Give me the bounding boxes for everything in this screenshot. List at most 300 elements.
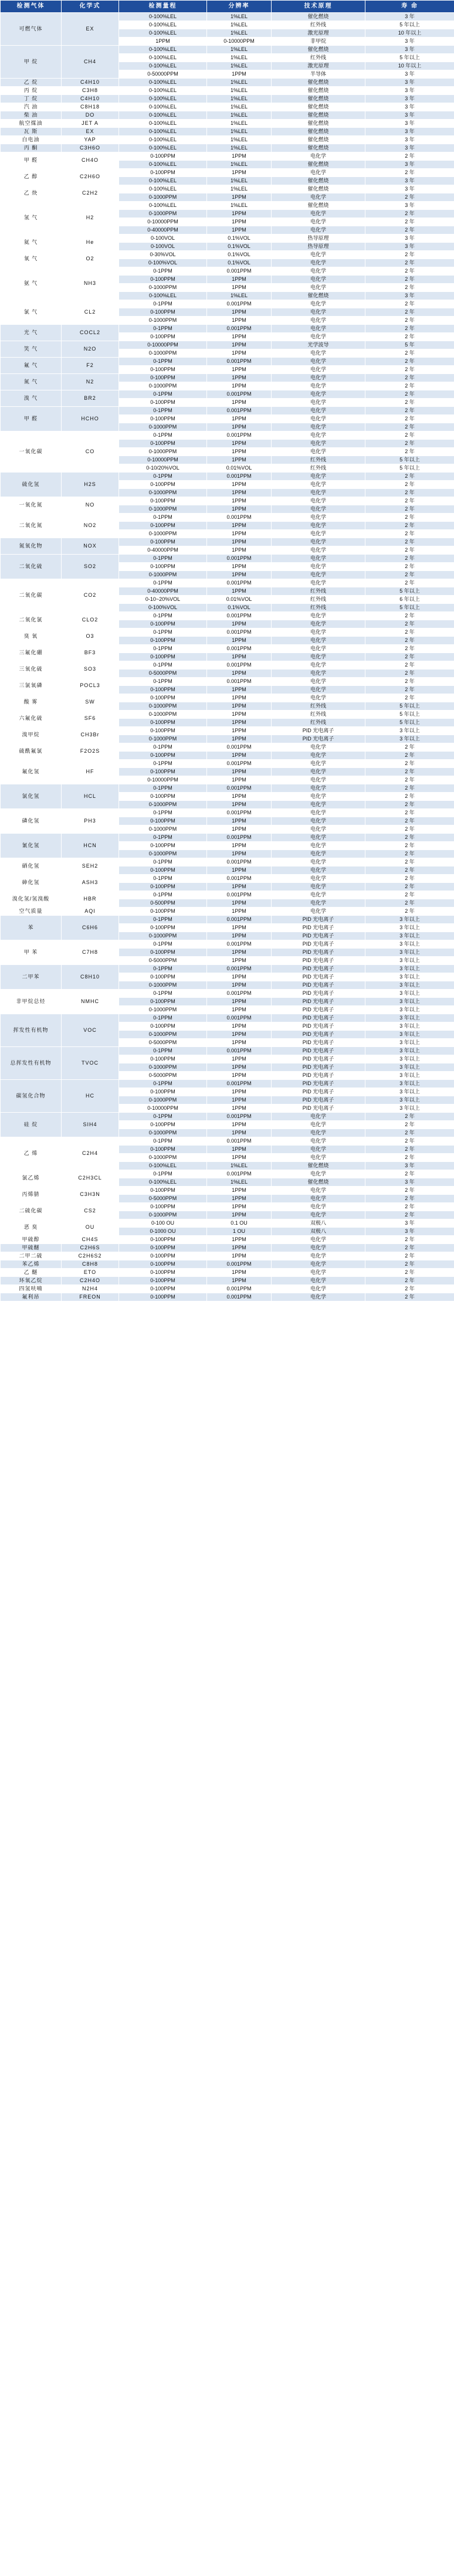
cell-range: 0-100PPM — [119, 973, 207, 981]
cell-life: 2 年 — [365, 1285, 454, 1293]
cell-range: 0-100PPM — [119, 374, 207, 382]
cell-range: 0-100PPM — [119, 1252, 207, 1260]
cell-range: 0-100PPM — [119, 653, 207, 661]
cell-life: 2 年 — [365, 809, 454, 817]
col-header-resolution: 分辨率 — [207, 1, 272, 13]
cell-gas-name: 柴 油 — [1, 111, 62, 120]
cell-resolution: 1PPM — [207, 1252, 272, 1260]
cell-life: 3 年以上 — [365, 727, 454, 735]
cell-range: 0-100PPM — [119, 924, 207, 932]
cell-resolution: 1PPM — [207, 866, 272, 875]
cell-resolution: 1PPM — [207, 415, 272, 423]
table-row — [1, 965, 454, 973]
cell-formula: SF6 — [62, 711, 119, 727]
cell-life: 2 年 — [365, 259, 454, 267]
cell-range: 0-100%VOL — [119, 259, 207, 267]
table-row — [1, 990, 454, 998]
cell-gas-name: 溴化氢/氢溴酸 — [1, 891, 62, 908]
table-row — [1, 727, 454, 735]
cell-resolution: 0.001PPM — [207, 473, 272, 481]
cell-life: 3 年 — [365, 120, 454, 128]
cell-resolution: 1%LEL — [207, 111, 272, 120]
cell-range: 0-5000PPM — [119, 957, 207, 965]
cell-gas-name: 砷化氢 — [1, 875, 62, 891]
table-row — [1, 235, 454, 243]
cell-range: 0-5000PPM — [119, 670, 207, 678]
cell-life: 5 年以上 — [365, 54, 454, 62]
cell-life: 2 年 — [365, 1129, 454, 1137]
table-row — [1, 390, 454, 399]
cell-technology: 电化学 — [272, 653, 365, 661]
cell-resolution: 1%LEL — [207, 54, 272, 62]
cell-life: 2 年 — [365, 645, 454, 653]
cell-gas-name: 恶 臭 — [1, 1219, 62, 1236]
cell-life: 3 年以上 — [365, 1047, 454, 1055]
cell-formula: ASH3 — [62, 875, 119, 891]
cell-life: 2 年 — [365, 530, 454, 538]
cell-range: 0-1PPM — [119, 858, 207, 866]
table-row — [1, 120, 454, 128]
cell-technology: 热导原理 — [272, 243, 365, 251]
cell-life: 3 年 — [365, 235, 454, 243]
cell-gas-name: 乙 醇 — [1, 169, 62, 185]
cell-formula: F2O2S — [62, 743, 119, 760]
cell-technology: 电化学 — [272, 1154, 365, 1162]
cell-formula: YAP — [62, 136, 119, 144]
cell-range: 0-1PPM — [119, 891, 207, 899]
cell-technology: 电化学 — [272, 579, 365, 587]
cell-formula: HCL — [62, 784, 119, 809]
cell-gas-name: 二硫化碳 — [1, 1203, 62, 1219]
cell-resolution: 1PPM — [207, 152, 272, 161]
cell-resolution: 1PPM — [207, 382, 272, 390]
cell-resolution: 1PPM — [207, 793, 272, 801]
cell-life: 5 年以上 — [365, 702, 454, 711]
cell-technology: 电化学 — [272, 505, 365, 514]
cell-technology: 红外线 — [272, 596, 365, 604]
cell-resolution: 1%LEL — [207, 128, 272, 136]
cell-formula: CS2 — [62, 1203, 119, 1219]
cell-resolution: 0.001PPM — [207, 612, 272, 620]
cell-technology: 催化燃烧 — [272, 111, 365, 120]
cell-resolution: 0.001PPM — [207, 325, 272, 333]
cell-life: 2 年 — [365, 333, 454, 341]
cell-range: 0-1000PPM — [119, 284, 207, 292]
cell-gas-name: 丙烯腈 — [1, 1187, 62, 1203]
cell-formula: F2 — [62, 358, 119, 374]
cell-life: 2 年 — [365, 251, 454, 259]
cell-technology: 电化学 — [272, 1277, 365, 1285]
cell-range: 0-100PPM — [119, 998, 207, 1006]
table-row — [1, 612, 454, 620]
cell-range: 0-5000PPM — [119, 1072, 207, 1080]
cell-formula: NO — [62, 497, 119, 514]
cell-resolution: 0.001PPM — [207, 661, 272, 670]
cell-life: 3 年以上 — [365, 735, 454, 743]
cell-resolution: 1PPM — [207, 349, 272, 358]
cell-technology: PID 光电离子 — [272, 1031, 365, 1039]
cell-resolution: 1PPM — [207, 497, 272, 505]
cell-range: 0-1000PPM — [119, 735, 207, 743]
cell-gas-name: 一氧化碳 — [1, 431, 62, 473]
cell-range: 0-100%LEL — [119, 46, 207, 54]
cell-gas-name: 航空煤油 — [1, 120, 62, 128]
col-header-life: 寿 命 — [365, 1, 454, 13]
cell-range: 0-100%LEL — [119, 95, 207, 103]
cell-resolution: 1PPM — [207, 1236, 272, 1244]
table-row — [1, 1203, 454, 1211]
cell-technology: 催化燃烧 — [272, 79, 365, 87]
cell-technology: 电化学 — [272, 538, 365, 546]
cell-formula: NO2 — [62, 514, 119, 538]
cell-technology: 电化学 — [272, 1129, 365, 1137]
cell-technology: 电化学 — [272, 1187, 365, 1195]
table-row — [1, 1277, 454, 1285]
cell-resolution: 1PPM — [207, 218, 272, 226]
cell-technology: 光学波导 — [272, 341, 365, 349]
cell-technology: 电化学 — [272, 415, 365, 423]
cell-resolution: 1PPM — [207, 1269, 272, 1277]
cell-life: 5 年以上 — [365, 604, 454, 612]
cell-formula: SEH2 — [62, 858, 119, 875]
table-row — [1, 1236, 454, 1244]
cell-life: 3 年 — [365, 1162, 454, 1170]
cell-resolution: 1PPM — [207, 1146, 272, 1154]
cell-resolution: 1PPM — [207, 489, 272, 497]
cell-life: 2 年 — [365, 193, 454, 202]
cell-life: 2 年 — [365, 546, 454, 555]
cell-gas-name: 乙 烯 — [1, 1137, 62, 1170]
cell-life: 2 年 — [365, 670, 454, 678]
cell-life: 2 年 — [365, 522, 454, 530]
cell-range: 0-1PPM — [119, 628, 207, 637]
cell-life: 3 年 — [365, 79, 454, 87]
cell-resolution: 1PPM — [207, 825, 272, 834]
cell-gas-name: 挥发性有机物 — [1, 1014, 62, 1047]
cell-life: 3 年以上 — [365, 924, 454, 932]
cell-life: 2 年 — [365, 842, 454, 850]
col-header-gas: 检测气体 — [1, 1, 62, 13]
cell-resolution: 0.001PPM — [207, 678, 272, 686]
cell-range: 0-1000PPM — [119, 382, 207, 390]
cell-technology: 电化学 — [272, 571, 365, 579]
cell-range: 0-500PPM — [119, 899, 207, 908]
cell-range: 0-100PPM — [119, 1146, 207, 1154]
cell-life: 3 年 — [365, 128, 454, 136]
cell-resolution: 1PPM — [207, 1022, 272, 1031]
cell-life: 6 年以上 — [365, 596, 454, 604]
table-row — [1, 136, 454, 144]
table-row — [1, 497, 454, 505]
cell-gas-name: 甲 烷 — [1, 46, 62, 79]
table-row — [1, 1080, 454, 1088]
cell-resolution: 0.1%VOL — [207, 251, 272, 259]
cell-resolution: 0.001PPM — [207, 1014, 272, 1022]
cell-life: 3 年 — [365, 103, 454, 111]
cell-life: 2 年 — [365, 448, 454, 456]
cell-range: 0-10/20%VOL — [119, 464, 207, 473]
cell-gas-name: 硒化氢 — [1, 858, 62, 875]
cell-life: 2 年 — [365, 489, 454, 497]
cell-life: 2 年 — [365, 267, 454, 276]
table-row — [1, 916, 454, 924]
cell-range: 1PPM — [119, 38, 207, 46]
cell-technology: 红外线 — [272, 719, 365, 727]
cell-technology: 电化学 — [272, 399, 365, 407]
cell-life: 3 年 — [365, 243, 454, 251]
cell-resolution: 0.001PPM — [207, 407, 272, 415]
cell-range: 0-1PPM — [119, 514, 207, 522]
cell-gas-name: 氨 气 — [1, 267, 62, 300]
cell-life: 3 年以上 — [365, 932, 454, 940]
cell-resolution: 1%LEL — [207, 120, 272, 128]
cell-resolution: 1%LEL — [207, 62, 272, 70]
cell-life: 2 年 — [365, 366, 454, 374]
cell-life: 2 年 — [365, 817, 454, 825]
cell-formula: C8H18 — [62, 103, 119, 111]
cell-range: 0-5000PPM — [119, 1195, 207, 1203]
cell-formula: C4H10 — [62, 95, 119, 103]
cell-range: 0-1000PPM — [119, 349, 207, 358]
cell-gas-name: 二甲苯 — [1, 965, 62, 990]
cell-technology: 非甲烷 — [272, 38, 365, 46]
cell-technology: 电化学 — [272, 251, 365, 259]
cell-life: 3 年 — [365, 1228, 454, 1236]
cell-gas-name: 碳氢化合物 — [1, 1080, 62, 1113]
cell-range: 0-1000PPM — [119, 448, 207, 456]
cell-technology: 电化学 — [272, 210, 365, 218]
cell-range: 0-100%LEL — [119, 111, 207, 120]
cell-range: 0-1PPM — [119, 1113, 207, 1121]
cell-range: 0-1PPM — [119, 1137, 207, 1146]
table-row — [1, 152, 454, 161]
cell-range: 0-100VOL — [119, 243, 207, 251]
cell-technology: PID 光电离子 — [272, 1063, 365, 1072]
cell-range: 0-1000PPM — [119, 1006, 207, 1014]
cell-range: 0-1PPM — [119, 1080, 207, 1088]
cell-technology: 电化学 — [272, 768, 365, 776]
cell-gas-name: 甲硫醇 — [1, 1236, 62, 1244]
cell-resolution: 1PPM — [207, 686, 272, 694]
cell-range: 0-100PPM — [119, 1269, 207, 1277]
cell-resolution: 1PPM — [207, 505, 272, 514]
cell-technology: 电化学 — [272, 259, 365, 267]
cell-formula: SIH4 — [62, 1113, 119, 1137]
table-row — [1, 407, 454, 415]
cell-gas-name: 瓦 斯 — [1, 128, 62, 136]
cell-technology: 电化学 — [272, 226, 365, 235]
cell-technology: 红外线 — [272, 702, 365, 711]
cell-technology: 电化学 — [272, 152, 365, 161]
cell-range: 0-1PPM — [119, 431, 207, 440]
cell-technology: PID 光电离子 — [272, 998, 365, 1006]
cell-resolution: 1PPM — [207, 924, 272, 932]
cell-technology: PID 光电离子 — [272, 1088, 365, 1096]
cell-range: 0-5000PPM — [119, 1039, 207, 1047]
cell-resolution: 0-10000PPM — [207, 38, 272, 46]
cell-technology: 电化学 — [272, 760, 365, 768]
cell-range: 0-1000PPM — [119, 1211, 207, 1219]
cell-gas-name: 氯化氢 — [1, 784, 62, 809]
cell-gas-name: 溴甲烷 — [1, 727, 62, 743]
cell-range: 0-100PPM — [119, 1244, 207, 1252]
cell-range: 0-100%LEL — [119, 177, 207, 185]
cell-life: 2 年 — [365, 678, 454, 686]
cell-technology: 电化学 — [272, 1195, 365, 1203]
cell-gas-name: 丙 酮 — [1, 144, 62, 152]
cell-gas-name: 氦 气 — [1, 235, 62, 251]
cell-resolution: 1PPM — [207, 883, 272, 891]
table-row — [1, 13, 454, 21]
cell-range: 0-1000PPM — [119, 489, 207, 497]
cell-technology: PID 光电离子 — [272, 1014, 365, 1022]
cell-technology: 电化学 — [272, 1236, 365, 1244]
cell-technology: 电化学 — [272, 670, 365, 678]
cell-range: 0-100PPM — [119, 1236, 207, 1244]
cell-gas-name: 汽 油 — [1, 103, 62, 111]
cell-resolution: 0.01%VOL — [207, 464, 272, 473]
cell-technology: 电化学 — [272, 908, 365, 916]
cell-range: 0-100PPM — [119, 399, 207, 407]
table-row — [1, 111, 454, 120]
cell-formula: PH3 — [62, 809, 119, 834]
table-row — [1, 875, 454, 883]
cell-resolution: 1PPM — [207, 702, 272, 711]
cell-technology: 电化学 — [272, 776, 365, 784]
cell-technology: 电化学 — [272, 546, 365, 555]
cell-technology: 催化燃烧 — [272, 128, 365, 136]
cell-gas-name: 三氯氧磷 — [1, 678, 62, 694]
cell-resolution: 1PPM — [207, 957, 272, 965]
cell-gas-name: 六氟化硫 — [1, 711, 62, 727]
cell-gas-name: 可燃气体 — [1, 13, 62, 46]
table-row — [1, 1269, 454, 1277]
cell-resolution: 1PPM — [207, 448, 272, 456]
cell-range: 0-100PPM — [119, 1260, 207, 1269]
cell-gas-name: 甲 醛 — [1, 152, 62, 169]
cell-life: 2 年 — [365, 686, 454, 694]
cell-technology: 红外线 — [272, 711, 365, 719]
cell-life: 3 年以上 — [365, 1105, 454, 1113]
table-row — [1, 473, 454, 481]
cell-resolution: 1PPM — [207, 817, 272, 825]
cell-technology: 红外线 — [272, 54, 365, 62]
cell-life: 2 年 — [365, 571, 454, 579]
cell-life: 2 年 — [365, 481, 454, 489]
cell-technology: 电化学 — [272, 390, 365, 399]
cell-resolution: 1PPM — [207, 317, 272, 325]
cell-resolution: 1 OU — [207, 1228, 272, 1236]
cell-life: 2 年 — [365, 637, 454, 645]
cell-technology: 电化学 — [272, 276, 365, 284]
cell-resolution: 1PPM — [207, 1187, 272, 1195]
cell-life: 2 年 — [365, 349, 454, 358]
table-row — [1, 579, 454, 587]
cell-resolution: 0.001PPM — [207, 858, 272, 866]
cell-technology: PID 光电离子 — [272, 924, 365, 932]
cell-range: 0-1000PPM — [119, 1129, 207, 1137]
cell-range: 0-100PPM — [119, 1285, 207, 1293]
cell-gas-name: 溴 气 — [1, 390, 62, 407]
cell-life: 3 年以上 — [365, 1031, 454, 1039]
table-row — [1, 185, 454, 193]
cell-technology: 电化学 — [272, 628, 365, 637]
cell-life: 3 年 — [365, 13, 454, 21]
cell-resolution: 1%LEL — [207, 136, 272, 144]
cell-formula: BR2 — [62, 390, 119, 407]
cell-life: 2 年 — [365, 760, 454, 768]
cell-resolution: 0.001PPM — [207, 760, 272, 768]
cell-formula: C2H6O — [62, 169, 119, 185]
cell-resolution: 1%LEL — [207, 144, 272, 152]
cell-formula: C2H4O — [62, 1277, 119, 1285]
cell-resolution: 1PPM — [207, 998, 272, 1006]
cell-resolution: 1PPM — [207, 1277, 272, 1285]
cell-resolution: 1PPM — [207, 333, 272, 341]
cell-formula: CH4S — [62, 1236, 119, 1244]
cell-range: 0-1000PPM — [119, 850, 207, 858]
cell-life: 2 年 — [365, 317, 454, 325]
cell-range: 0-1000PPM — [119, 530, 207, 538]
cell-formula: BF3 — [62, 645, 119, 661]
table-row — [1, 711, 454, 719]
table-row — [1, 760, 454, 768]
cell-range: 0-100PPM — [119, 538, 207, 546]
cell-range: 0-1PPM — [119, 916, 207, 924]
cell-technology: 电化学 — [272, 661, 365, 670]
cell-technology: 红外线 — [272, 464, 365, 473]
cell-formula: TVOC — [62, 1047, 119, 1080]
cell-range: 0-1000PPM — [119, 702, 207, 711]
cell-life: 2 年 — [365, 694, 454, 702]
cell-gas-name: 四氢呋喃 — [1, 1285, 62, 1293]
table-row — [1, 358, 454, 366]
cell-life: 3 年以上 — [365, 1088, 454, 1096]
cell-gas-name: 二甲二硫 — [1, 1252, 62, 1260]
cell-resolution: 0.001PPM — [207, 628, 272, 637]
cell-life: 3 年 — [365, 87, 454, 95]
cell-technology: 电化学 — [272, 1113, 365, 1121]
cell-range: 0-100PPM — [119, 817, 207, 825]
cell-technology: 电化学 — [272, 678, 365, 686]
cell-gas-name: 氰化氢 — [1, 834, 62, 858]
cell-life: 2 年 — [365, 1244, 454, 1252]
cell-range: 0-100PPM — [119, 415, 207, 423]
cell-formula: AQI — [62, 908, 119, 916]
cell-technology: 电化学 — [272, 1203, 365, 1211]
cell-resolution: 0.001PPM — [207, 1047, 272, 1055]
cell-technology: 红外线 — [272, 456, 365, 464]
cell-technology: PID 光电离子 — [272, 1072, 365, 1080]
cell-range: 0-1PPM — [119, 743, 207, 752]
cell-resolution: 0.001PPM — [207, 784, 272, 793]
cell-technology: 电化学 — [272, 489, 365, 497]
cell-range: 0-1000PPM — [119, 1031, 207, 1039]
cell-technology: 电化学 — [272, 883, 365, 891]
cell-life: 5 年以上 — [365, 464, 454, 473]
cell-life: 2 年 — [365, 1154, 454, 1162]
cell-range: 0-1PPM — [119, 661, 207, 670]
cell-gas-name: 丙 烷 — [1, 87, 62, 95]
table-row — [1, 1113, 454, 1121]
cell-life: 3 年以上 — [365, 1014, 454, 1022]
cell-formula: H2 — [62, 202, 119, 235]
cell-range: 0-100PPM — [119, 1055, 207, 1063]
table-row — [1, 628, 454, 637]
cell-formula: DO — [62, 111, 119, 120]
cell-technology: 电化学 — [272, 563, 365, 571]
cell-formula: SW — [62, 694, 119, 711]
